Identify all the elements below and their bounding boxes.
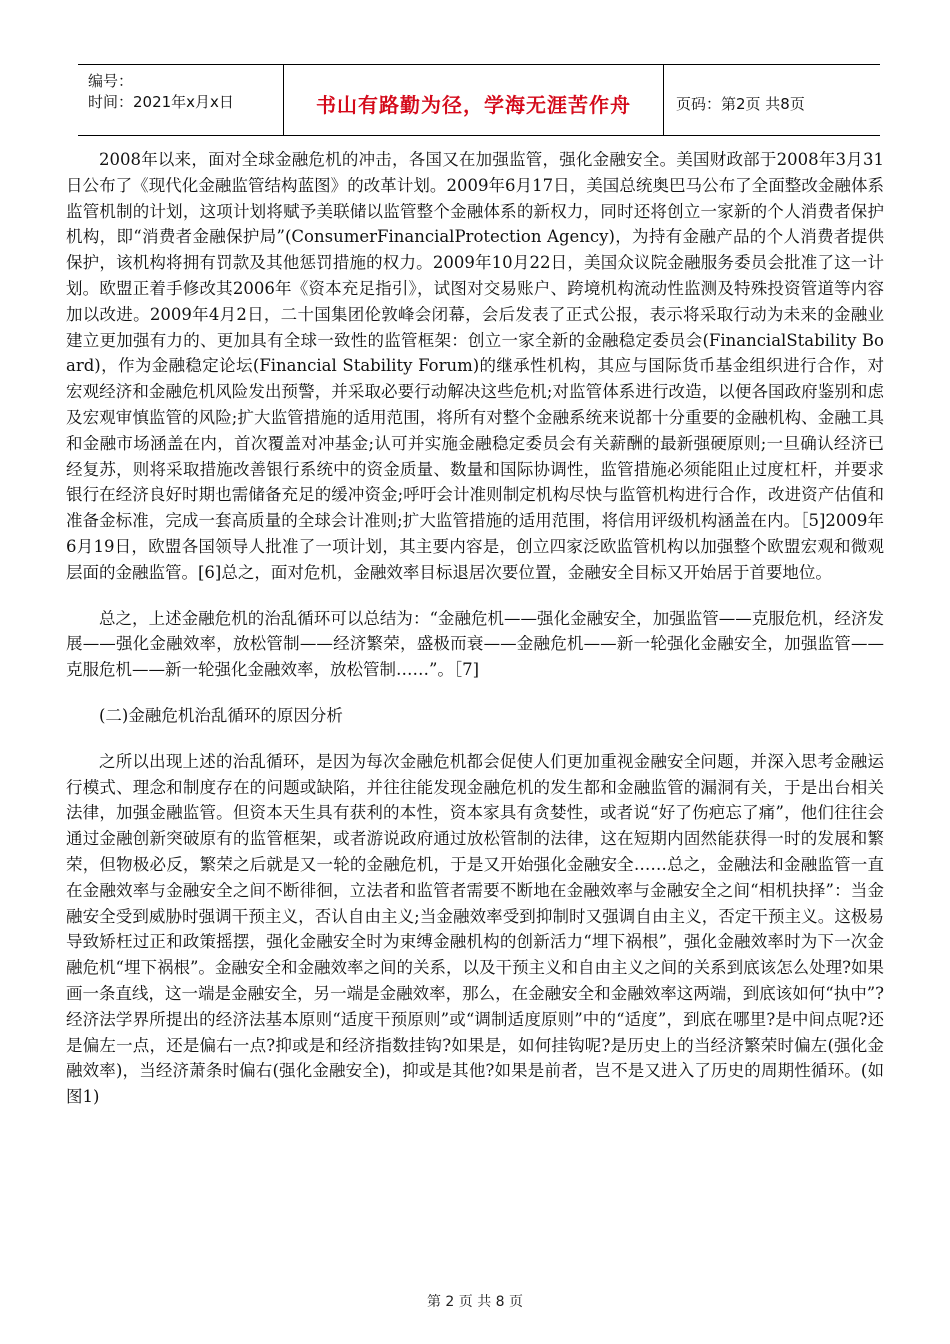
header-motto: 书山有路勤为径，学海无涯苦作舟 xyxy=(284,65,664,135)
document-body xyxy=(66,147,884,1110)
section-heading: (二)金融危机治乱循环的原因分析 xyxy=(99,705,343,725)
page-header xyxy=(78,64,880,136)
header-info-cell xyxy=(78,65,284,135)
paragraph-cause-analysis: 之所以出现上述的治乱循环，是因为每次金融危机都会促使人们更加重视金融安全问题，并深入思考金融运行模式、理念和制度存在的问题或缺陷，并往往能发现金融危机的发生都和金融监管的漏洞有关，于是出台相关法律，加强金融监管。但资本天生具有获利的本性，资本家具有贪婪性，或者说“好了伤疤忘了痛”，他们往往会通过金融创新突破原有的监管框架，或者游说政府通过放松管制的法律，这在短期内固然能获得一时的发展和繁荣，但物极必反，繁荣之后就是又一轮的金融危机，于是又开始强化金融安全……总之，金融法和金融监管一直在金融效率与金融安全之间不断徘徊，立法者和监管者需要不断地在金融效率与金融安全之间“相机抉择”：当金融安全受到威胁时强调干预主义，否认自由主义;当金融效率受到抑制时又强调自由主义，否定干预主义。这极易导致矫枉过正和政策摇摆，强化金融安全时为束缚金融机构的创新活力“埋下祸根”，强化金融效率时为下一次金融危机“埋下祸根”。金融安全和金融效率之间的关系，以及干预主义和自由主义之间的关系到底该怎么处理?如果画一条直线，这一端是金融安全，另一端是金融效率，那么，在金融安全和金融效率这两端，到底该如何“执中”?经济法学界所提出的经济法基本原则“适度干预原则”或“调制适度原则”中的“适度”，到底在哪里?是中间点呢?还是偏左一点，还是偏右一点?抑或是和经济指数挂钩?如果是，如何挂钩呢?是历史上的当经济繁荣时偏左(强化金融效率)，当经济萧条时偏右(强化金融安全)，抑或是其他?如果是前者，岂不是又进入了历史的周期性循环。(如图1) xyxy=(66,751,884,1107)
time-label: 时间：2021年x月x日 xyxy=(88,93,234,111)
page-footer: 第 2 页 共 8 页 xyxy=(426,1294,524,1310)
number-label: 编号： xyxy=(88,72,134,90)
paragraph-cycle-summary: 总之，上述金融危机的治乱循环可以总结为：“金融危机——强化金融安全，加强监管——克服危机，经济发展——强化金融效率，放松管制——经济繁荣，盛极而衰——金融危机——新一轮强化金融安全，加强监管——克服危机——新一轮强化金融效率，放松管制……”。［7] xyxy=(66,608,884,680)
paragraph-regulation-history: 2008年以来，面对全球金融危机的冲击，各国又在加强监管，强化金融安全。美国财政部于2008年3月31日公布了《现代化金融监管结构蓝图》的改革计划。2009年6月17日，美国总统奥巴马公布了全面整改金融体系监管机制的计划，这项计划将赋予美联储以监管整个金融体系的新权力，同时还将创立一家新的个人消费者保护机构，即“消费者金融保护局”(ConsumerFinancialProtection Agency)，为持有金融产品的个人消费者提供保护，该机构将拥有罚款及其他惩罚措施的权力。2009年10月22日，美国众议院金融服务委员会批准了这一计划。欧盟正着手修改其2006年《资本充足指引》，试图对交易账户、跨境机构流动性监测及特殊投资管道等内容加以改进。2009年4月2日，二十国集团伦敦峰会闭幕，会后发表了正式公报，表示将采取行动为未来的金融业建立更加强有力的、更加具有全球一致性的监管框架：创立一家全新的金融稳定委员会(FinancialStability Board)，作为金融稳定论坛(Financial Stability Forum)的继承性机构，其应与国际货币基金组织进行合作，对宏观经济和金融危机风险发出预警，并采取必要行动解决这些危机;对监管体系进行改造，以便各国政府鉴别和虑及宏观审慎监管的风险;扩大监管措施的适用范围，将所有对整个金融系统来说都十分重要的金融机构、金融工具和金融市场涵盖在内，首次覆盖对冲基金;认可并实施金融稳定委员会有关薪酬的最新强硬原则;一旦确认经济已经复苏，则将采取措施改善银行系统中的资金质量、数量和国际协调性，监管措施必须能阻止过度杠杆，并要求银行在经济良好时期也需储备充足的缓冲资金;呼吁会计准则制定机构尽快与监管机构进行合作，改进资产估值和准备金标准，完成一套高质量的全球会计准则;扩大监管措施的适用范围，将信用评级机构涵盖在内。［5]2009年6月19日，欧盟各国领导人批准了一项计划，其主要内容是，创立四家泛欧监管机构以加强整个欧盟宏观和微观层面的金融监管。[6]总之，面对危机，金融效率目标退居次要位置，金融安全目标又开始居于首要地位。 xyxy=(66,150,884,582)
header-page-info: 页码：第2页 共8页 xyxy=(676,94,805,113)
